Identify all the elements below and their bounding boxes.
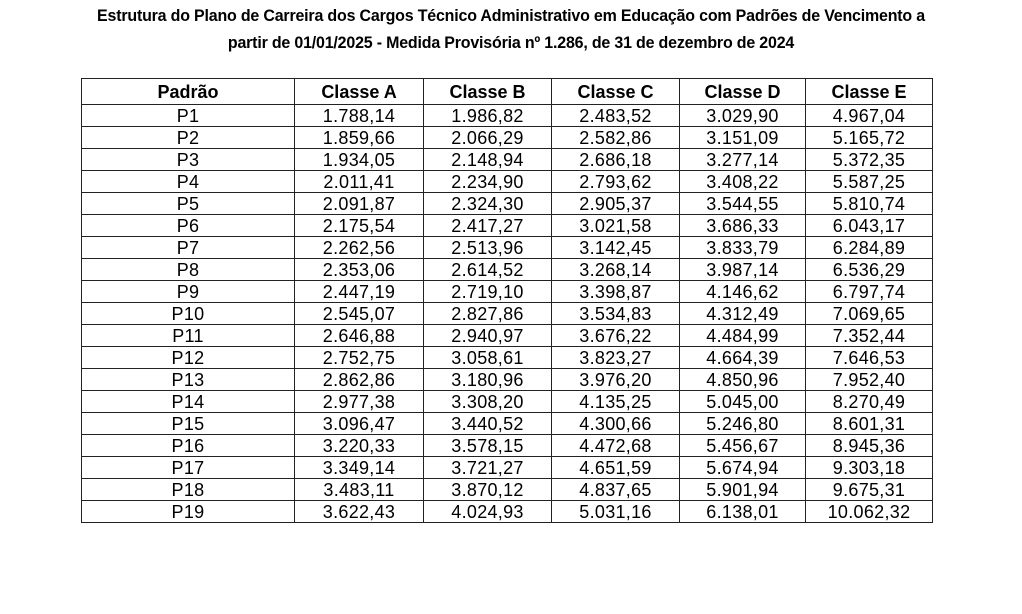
classe-e-cell: 7.069,65 <box>806 303 933 325</box>
classe-d-cell: 4.312,49 <box>680 303 806 325</box>
table-row <box>82 391 933 413</box>
classe-c-cell: 3.021,58 <box>552 215 680 237</box>
padrao-cell: P14 <box>82 391 295 413</box>
title-line-2: partir de 01/01/2025 - Medida Provisória nº 1.286, de 31 de dezembro de 2024 <box>227 33 795 52</box>
classe-d-cell: 3.277,14 <box>680 149 806 171</box>
classe-e-cell: 5.587,25 <box>806 171 933 193</box>
table-row <box>82 237 933 259</box>
classe-b-cell: 3.870,12 <box>424 479 552 501</box>
classe-b-cell: 3.440,52 <box>424 413 552 435</box>
table-row <box>82 369 933 391</box>
classe-e-cell: 8.601,31 <box>806 413 933 435</box>
header-padrao: Padrão <box>82 79 295 105</box>
classe-a-cell: 2.447,19 <box>295 281 424 303</box>
classe-d-cell: 5.674,94 <box>680 457 806 479</box>
classe-b-cell: 4.024,93 <box>424 501 552 523</box>
table-row <box>82 281 933 303</box>
classe-d-cell: 3.544,55 <box>680 193 806 215</box>
classe-d-cell: 5.045,00 <box>680 391 806 413</box>
classe-a-cell: 2.646,88 <box>295 325 424 347</box>
table-row <box>82 105 933 127</box>
classe-e-cell: 9.303,18 <box>806 457 933 479</box>
classe-a-cell: 2.011,41 <box>295 171 424 193</box>
classe-d-cell: 6.138,01 <box>680 501 806 523</box>
classe-b-cell: 2.324,30 <box>424 193 552 215</box>
padrao-cell: P7 <box>82 237 295 259</box>
classe-e-cell: 9.675,31 <box>806 479 933 501</box>
classe-d-cell: 3.686,33 <box>680 215 806 237</box>
classe-e-cell: 6.284,89 <box>806 237 933 259</box>
classe-a-cell: 2.545,07 <box>295 303 424 325</box>
classe-e-cell: 5.810,74 <box>806 193 933 215</box>
padrao-cell: P6 <box>82 215 295 237</box>
classe-c-cell: 4.135,25 <box>552 391 680 413</box>
classe-d-cell: 3.151,09 <box>680 127 806 149</box>
classe-c-cell: 4.651,59 <box>552 457 680 479</box>
classe-a-cell: 3.220,33 <box>295 435 424 457</box>
padrao-cell: P19 <box>82 501 295 523</box>
header-classe-d: Classe D <box>680 79 806 105</box>
classe-c-cell: 4.837,65 <box>552 479 680 501</box>
classe-a-cell: 2.091,87 <box>295 193 424 215</box>
header-classe-b: Classe B <box>424 79 552 105</box>
classe-b-cell: 2.234,90 <box>424 171 552 193</box>
padrao-cell: P3 <box>82 149 295 171</box>
table-row <box>82 149 933 171</box>
table-row <box>82 193 933 215</box>
classe-e-cell: 8.945,36 <box>806 435 933 457</box>
classe-e-cell: 4.967,04 <box>806 105 933 127</box>
classe-c-cell: 4.300,66 <box>552 413 680 435</box>
classe-a-cell: 2.752,75 <box>295 347 424 369</box>
classe-d-cell: 3.408,22 <box>680 171 806 193</box>
classe-b-cell: 1.986,82 <box>424 105 552 127</box>
table-body <box>82 105 933 523</box>
table-row <box>82 259 933 281</box>
table-header-row <box>82 79 933 105</box>
classe-c-cell: 3.142,45 <box>552 237 680 259</box>
classe-b-cell: 2.513,96 <box>424 237 552 259</box>
classe-c-cell: 3.268,14 <box>552 259 680 281</box>
classe-b-cell: 3.180,96 <box>424 369 552 391</box>
classe-c-cell: 2.483,52 <box>552 105 680 127</box>
classe-e-cell: 5.165,72 <box>806 127 933 149</box>
classe-b-cell: 3.578,15 <box>424 435 552 457</box>
classe-b-cell: 2.066,29 <box>424 127 552 149</box>
table-row <box>82 215 933 237</box>
header-classe-c: Classe C <box>552 79 680 105</box>
classe-a-cell: 1.788,14 <box>295 105 424 127</box>
classe-d-cell: 3.029,90 <box>680 105 806 127</box>
classe-d-cell: 5.901,94 <box>680 479 806 501</box>
salary-table <box>81 78 933 523</box>
table-row <box>82 347 933 369</box>
classe-c-cell: 3.398,87 <box>552 281 680 303</box>
padrao-cell: P11 <box>82 325 295 347</box>
classe-a-cell: 3.622,43 <box>295 501 424 523</box>
classe-e-cell: 6.043,17 <box>806 215 933 237</box>
classe-b-cell: 3.308,20 <box>424 391 552 413</box>
document-title <box>31 2 992 56</box>
padrao-cell: P9 <box>82 281 295 303</box>
classe-c-cell: 5.031,16 <box>552 501 680 523</box>
classe-a-cell: 3.483,11 <box>295 479 424 501</box>
classe-a-cell: 2.262,56 <box>295 237 424 259</box>
classe-a-cell: 2.862,86 <box>295 369 424 391</box>
padrao-cell: P17 <box>82 457 295 479</box>
padrao-cell: P12 <box>82 347 295 369</box>
padrao-cell: P16 <box>82 435 295 457</box>
padrao-cell: P1 <box>82 105 295 127</box>
classe-c-cell: 2.905,37 <box>552 193 680 215</box>
padrao-cell: P8 <box>82 259 295 281</box>
classe-a-cell: 3.349,14 <box>295 457 424 479</box>
table-row <box>82 435 933 457</box>
table-row <box>82 127 933 149</box>
classe-e-cell: 8.270,49 <box>806 391 933 413</box>
title-line-1: Estrutura do Plano de Carreira dos Cargos Técnico Administrativo em Educação com Padrões de Vencimento a <box>97 6 925 25</box>
classe-a-cell: 2.353,06 <box>295 259 424 281</box>
classe-a-cell: 3.096,47 <box>295 413 424 435</box>
classe-b-cell: 2.417,27 <box>424 215 552 237</box>
classe-c-cell: 2.793,62 <box>552 171 680 193</box>
classe-a-cell: 2.977,38 <box>295 391 424 413</box>
classe-d-cell: 5.456,67 <box>680 435 806 457</box>
classe-c-cell: 2.582,86 <box>552 127 680 149</box>
padrao-cell: P4 <box>82 171 295 193</box>
padrao-cell: P15 <box>82 413 295 435</box>
classe-c-cell: 2.686,18 <box>552 149 680 171</box>
padrao-cell: P18 <box>82 479 295 501</box>
classe-b-cell: 2.827,86 <box>424 303 552 325</box>
padrao-cell: P13 <box>82 369 295 391</box>
classe-d-cell: 4.850,96 <box>680 369 806 391</box>
classe-c-cell: 3.676,22 <box>552 325 680 347</box>
classe-e-cell: 7.952,40 <box>806 369 933 391</box>
table-row <box>82 325 933 347</box>
classe-d-cell: 4.484,99 <box>680 325 806 347</box>
classe-c-cell: 3.823,27 <box>552 347 680 369</box>
classe-c-cell: 3.534,83 <box>552 303 680 325</box>
classe-c-cell: 3.976,20 <box>552 369 680 391</box>
classe-b-cell: 2.148,94 <box>424 149 552 171</box>
classe-b-cell: 2.719,10 <box>424 281 552 303</box>
classe-b-cell: 2.614,52 <box>424 259 552 281</box>
table-row <box>82 479 933 501</box>
classe-e-cell: 5.372,35 <box>806 149 933 171</box>
padrao-cell: P2 <box>82 127 295 149</box>
classe-d-cell: 3.987,14 <box>680 259 806 281</box>
padrao-cell: P5 <box>82 193 295 215</box>
classe-e-cell: 6.536,29 <box>806 259 933 281</box>
classe-b-cell: 2.940,97 <box>424 325 552 347</box>
classe-b-cell: 3.058,61 <box>424 347 552 369</box>
classe-d-cell: 3.833,79 <box>680 237 806 259</box>
classe-d-cell: 5.246,80 <box>680 413 806 435</box>
classe-b-cell: 3.721,27 <box>424 457 552 479</box>
classe-c-cell: 4.472,68 <box>552 435 680 457</box>
table-row <box>82 171 933 193</box>
classe-d-cell: 4.664,39 <box>680 347 806 369</box>
classe-d-cell: 4.146,62 <box>680 281 806 303</box>
classe-e-cell: 6.797,74 <box>806 281 933 303</box>
header-classe-e: Classe E <box>806 79 933 105</box>
header-classe-a: Classe A <box>295 79 424 105</box>
table-row <box>82 501 933 523</box>
padrao-cell: P10 <box>82 303 295 325</box>
table-row <box>82 303 933 325</box>
classe-e-cell: 7.352,44 <box>806 325 933 347</box>
classe-e-cell: 7.646,53 <box>806 347 933 369</box>
classe-a-cell: 1.859,66 <box>295 127 424 149</box>
classe-e-cell: 10.062,32 <box>806 501 933 523</box>
table-row <box>82 457 933 479</box>
classe-a-cell: 2.175,54 <box>295 215 424 237</box>
table-row <box>82 413 933 435</box>
classe-a-cell: 1.934,05 <box>295 149 424 171</box>
